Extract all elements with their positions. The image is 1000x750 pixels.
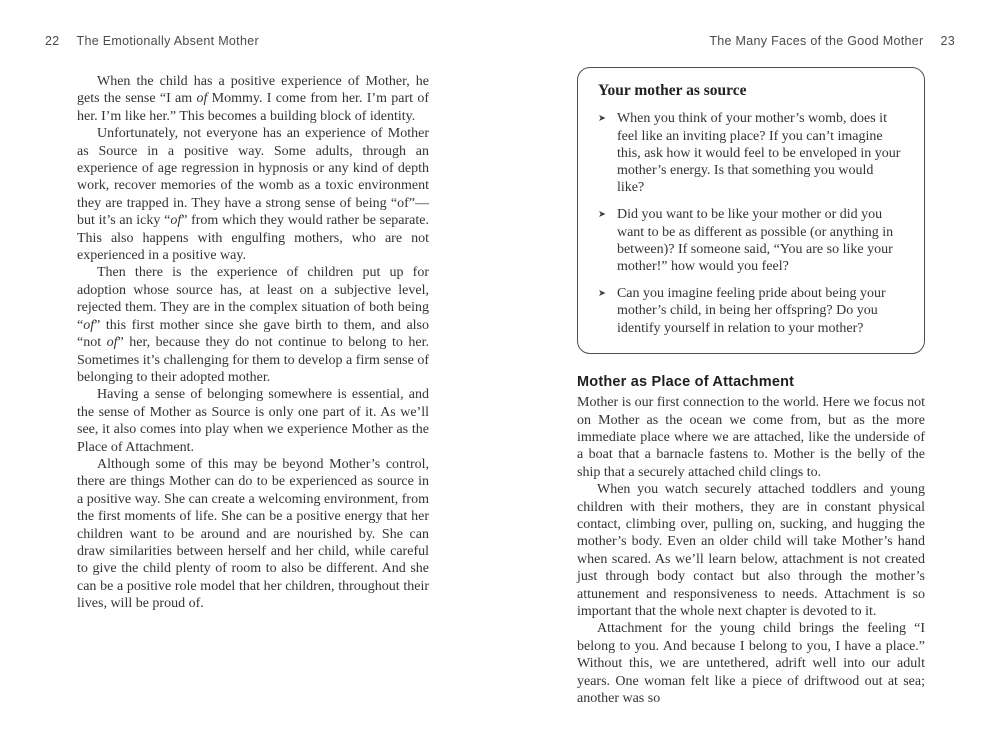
running-head-right: [709, 34, 955, 48]
question-item: [598, 206, 902, 275]
paragraph: Having a sense of belonging somewhere is essential, and the sense of Mother as Source is only one part of it. As we’ll see, it also comes into play when we experience Mother as the Place of Attachment.: [77, 387, 429, 455]
question-text: When you think of your mother’s womb, does it feel like an inviting place? If you can’t imagine this, ask how it would feel to be enveloped in your mother’s energy. Is that something you would like?: [616, 111, 901, 196]
running-head-title-right: The Many Faces of the Good Mother: [709, 34, 924, 48]
page-number-right: 23: [940, 34, 955, 48]
question-item: [598, 110, 902, 196]
arrow-bullet-icon: ➤: [598, 288, 606, 300]
questions-box-title: Your mother as source: [598, 82, 747, 99]
left-page-body: [77, 67, 429, 613]
paragraph: Mother is our first connection to the world. Here we focus not on Mother as the ocean we come from, but as the more immediate place where we are attached, like the underside of a boat that a barnacle fastens to. Mother is the belly of the ship that a securely attached child clings to.: [577, 395, 925, 480]
paragraph: Although some of this may be beyond Mother’s control, there are things Mother can do to be experienced as source in a positive way. She can create a welcoming environment, from the first moments of life. She can be a positive energy that her children want to be around and are nourished by. She can draw similarities between herself and her child, while careful to give the child plenty of room to also be different. And she can be a positive role model that her children, throughout their lives, will be proud of.: [77, 456, 429, 612]
paragraph: Unfortunately, not everyone has an experience of Mother as Source in a positive way. Some adults, through an experience of age regression in hypnosis or any kind of depth work, recover memories of the womb as a toxic environment they are trapped in. They have a strong sense of being “of”—but it’s an icky “of” from which they would rather be separate. This also happens with engulfing mothers, who are not experienced in a positive way.: [77, 126, 429, 264]
arrow-bullet-icon: ➤: [598, 209, 606, 221]
running-head-title-left: The Emotionally Absent Mother: [76, 34, 259, 48]
running-head-left: [45, 34, 259, 48]
section-heading: Mother as Place of Attachment: [577, 373, 795, 390]
paragraph: When the child has a positive experience of Mother, he gets the sense “I am of Mommy. I come from her. I’m part of her. I’m like her.” This becomes a building block of identity.: [77, 74, 429, 124]
paragraph: When you watch securely attached toddlers and young children with their mothers, they are in constant physical contact, climbing over, pulling on, sucking, and hugging the mother’s body. Even an older child will take Mother’s hand when scared. As we’ll learn below, attachment is not created just through body contact but also through the mother’s attunement and responsiveness to needs. Attachment is so important that the whole next chapter is devoted to it.: [577, 482, 925, 620]
page-number-left: 22: [45, 34, 60, 48]
question-text: Did you want to be like your mother or did you want to be as different as possible (or anything in between)? If someone said, “You are so like your mother!” how would you feel?: [616, 207, 894, 274]
questions-box: [577, 67, 925, 354]
question-text: Can you imagine feeling pride about being your mother’s child, in being her offspring? Do you identify yourself in relation to your mother?: [616, 286, 886, 336]
paragraph: Attachment for the young child brings the feeling “I belong to you. And because I belong to you, I have a place.” Without this, we are untethered, adrift well into our adult years. One woman felt like a piece of driftwood out at sea; another was so: [577, 621, 925, 707]
paragraph: Then there is the experience of children put up for adoption whose source has, at least on a subjective level, rejected them. They are in the complex situation of both being “of” this first mother since she gave birth to them, and also “not of” her, because they do not continue to belong to her. Sometimes it’s challenging for them to develop a firm sense of belonging to their adopted mother.: [77, 265, 429, 385]
right-page-body: [577, 67, 925, 708]
question-item: [598, 285, 902, 337]
arrow-bullet-icon: ➤: [598, 113, 606, 125]
